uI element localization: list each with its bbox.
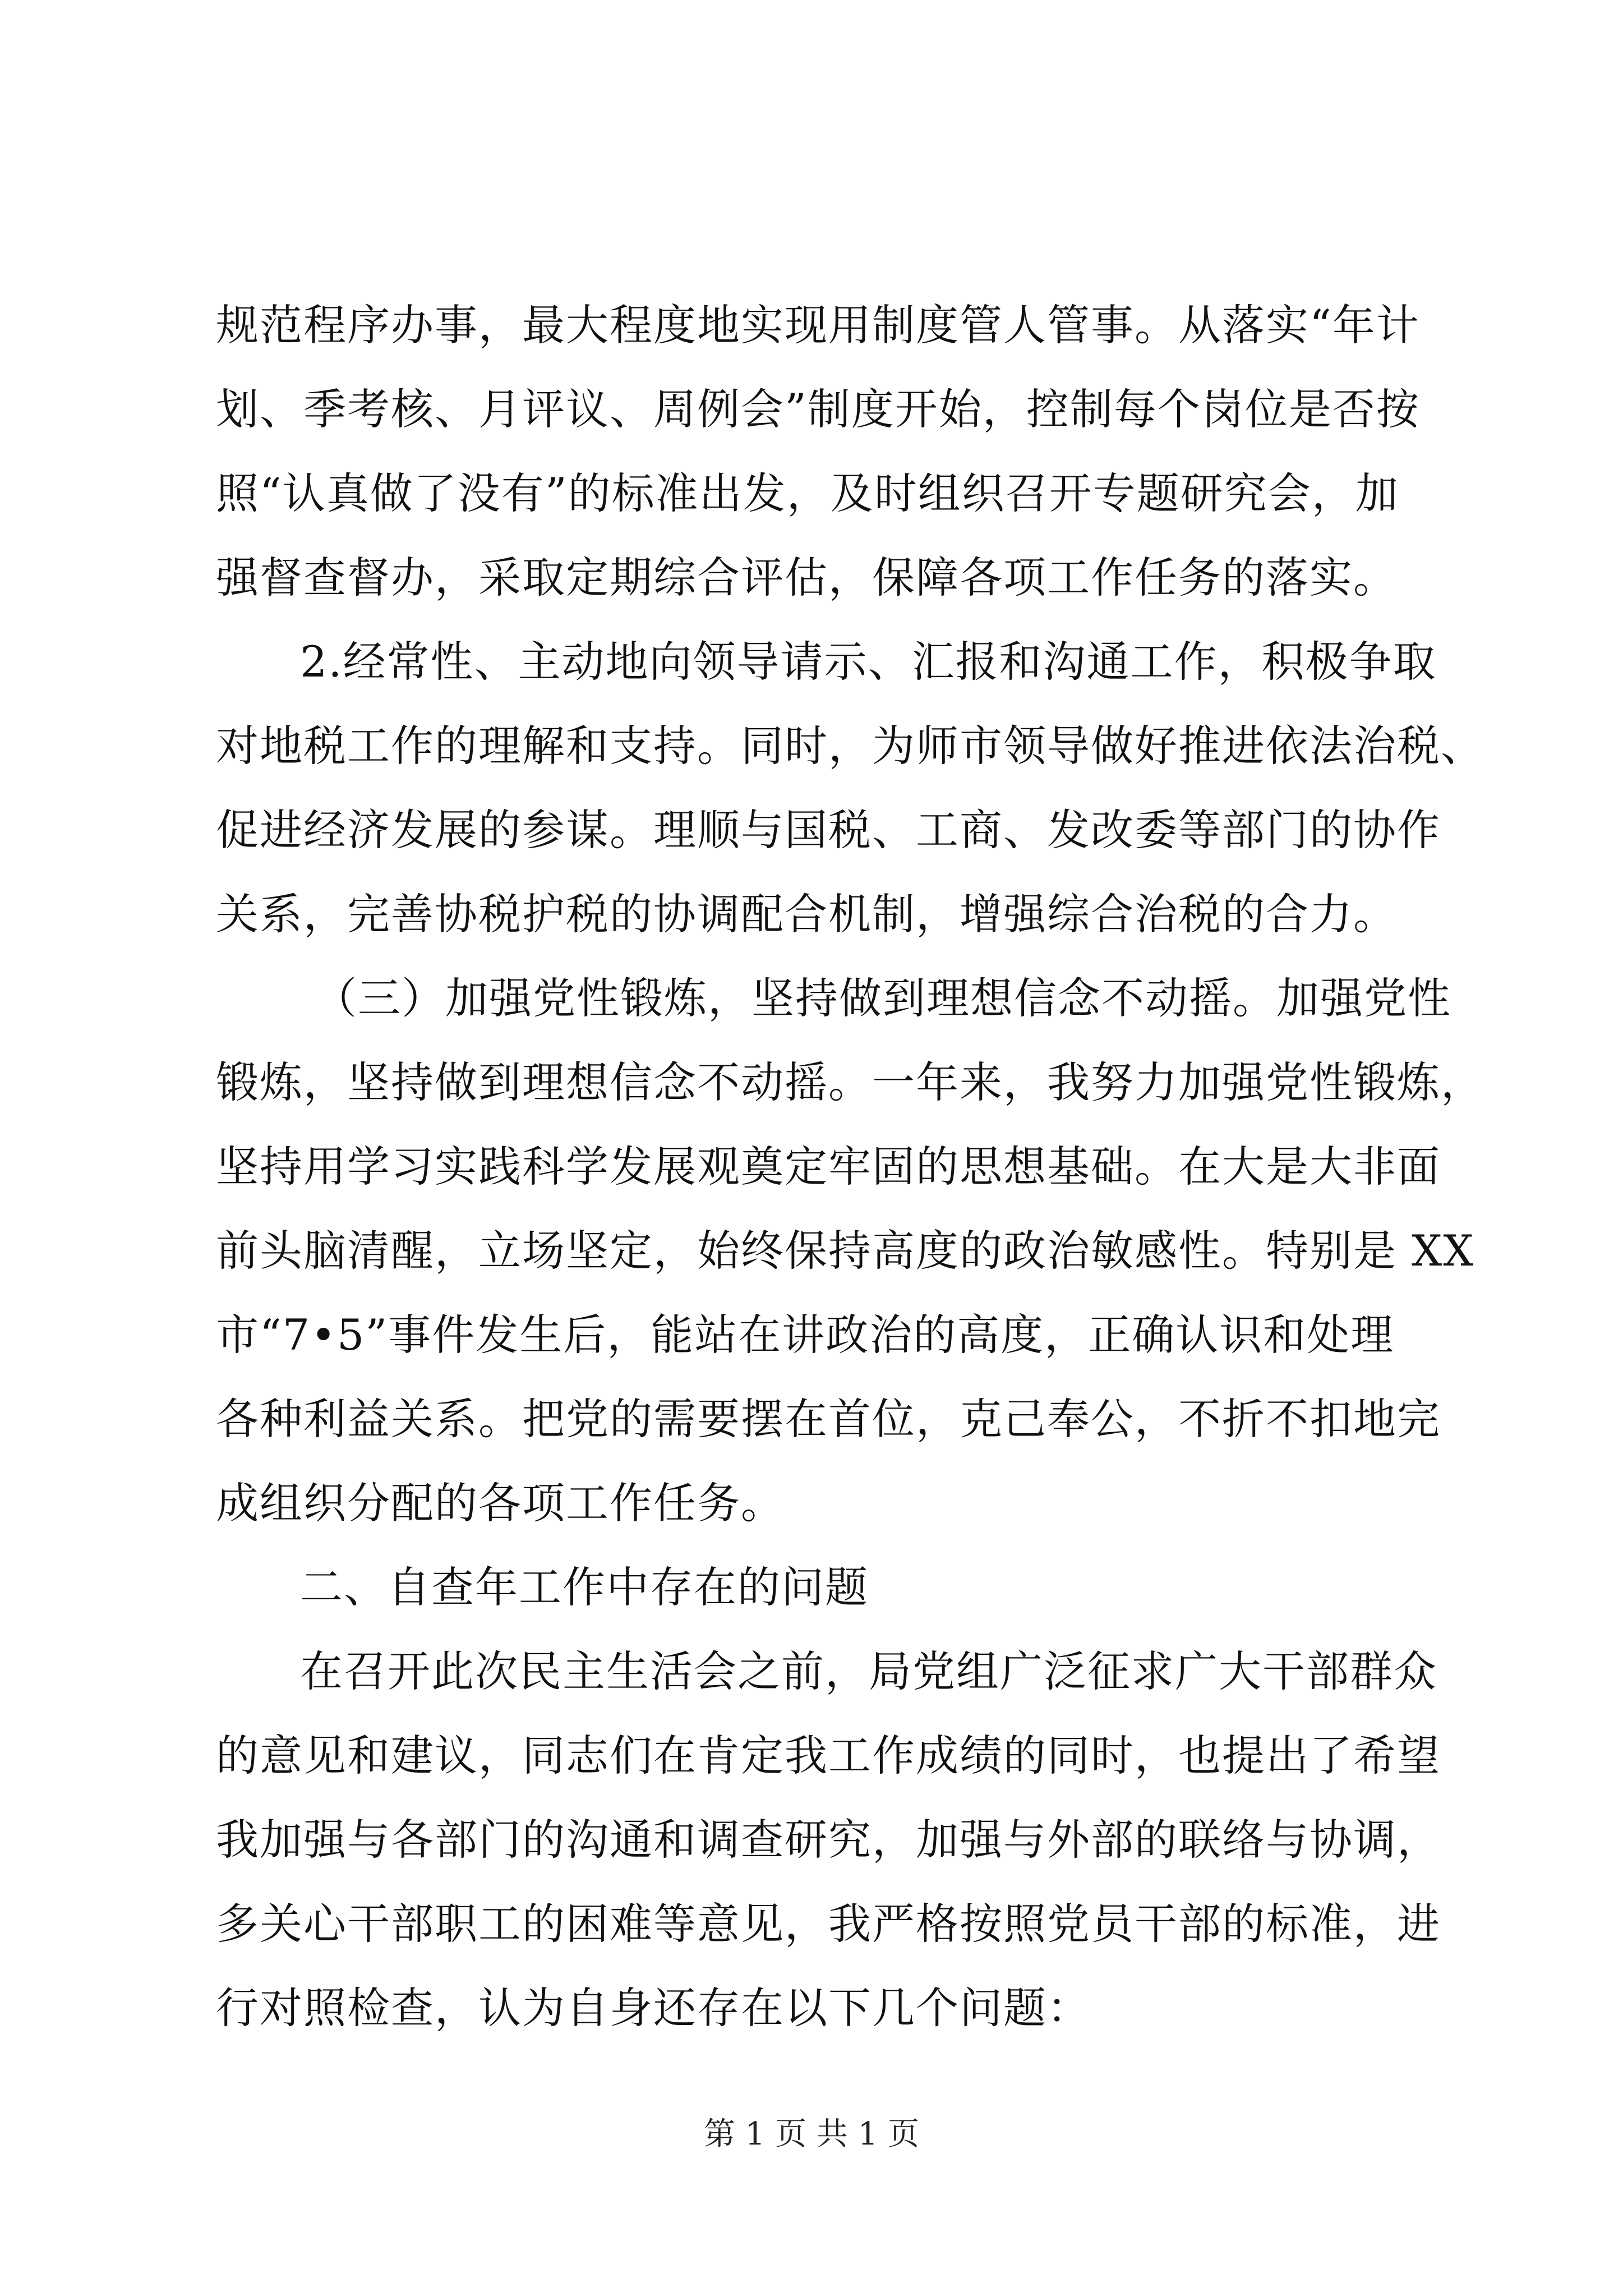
text-line: 规范程序办事，最大程度地实现用制度管人管事。从落实“年计 bbox=[216, 300, 1420, 350]
text-line: 我加强与各部门的沟通和调查研究，加强与外部的联络与协调， bbox=[216, 1815, 1441, 1865]
text-line: 关系，完善协税护税的协调配合机制，增强综合治税的合力。 bbox=[216, 889, 1397, 939]
text-line: 各种利益关系。把党的需要摆在首位，克己奉公，不折不扣地完 bbox=[216, 1394, 1441, 1444]
page-number-footer: 第 1 页 共 1 页 bbox=[703, 2116, 920, 2152]
text-line: 2.经常性、主动地向领导请示、汇报和沟通工作，积极争取 bbox=[300, 637, 1437, 687]
text-line: 强督查督办，采取定期综合评估，保障各项工作任务的落实。 bbox=[216, 553, 1397, 602]
text-line: 市“7•5”事件发生后，能站在讲政治的高度，正确认识和处理 bbox=[216, 1310, 1395, 1360]
section-heading: 二、自查年工作中存在的问题 bbox=[300, 1562, 869, 1612]
text-line: 对地税工作的理解和支持。同时，为师市领导做好推进依法治税、 bbox=[216, 721, 1484, 771]
text-line: 行对照检查，认为自身还存在以下几个问题： bbox=[216, 1983, 1091, 2033]
text-line: 前头脑清醒，立场坚定，始终保持高度的政治敏感性。特别是 XX bbox=[216, 1226, 1475, 1276]
text-line: 划、季考核、月评议、周例会”制度开始，控制每个岗位是否按 bbox=[216, 384, 1420, 434]
text-line: 照“认真做了没有”的标准出发，及时组织召开专题研究会，加 bbox=[216, 468, 1399, 518]
text-line: 在召开此次民主生活会之前，局党组广泛征求广大干部群众 bbox=[300, 1646, 1437, 1696]
section-heading: （三）加强党性锻炼，坚持做到理想信念不动摇。加强党性 bbox=[314, 973, 1451, 1023]
text-line: 多关心干部职工的困难等意见，我严格按照党员干部的标准，进 bbox=[216, 1899, 1441, 1949]
text-line: 成组织分配的各项工作任务。 bbox=[216, 1478, 785, 1528]
text-line: 的意见和建议，同志们在肯定我工作成绩的同时，也提出了希望 bbox=[216, 1731, 1441, 1780]
text-line: 促进经济发展的参谋。理顺与国税、工商、发改委等部门的协作 bbox=[216, 805, 1441, 855]
text-line: 坚持用学习实践科学发展观奠定牢固的思想基础。在大是大非面 bbox=[216, 1142, 1441, 1191]
text-line: 锻炼，坚持做到理想信念不动摇。一年来，我努力加强党性锻炼， bbox=[216, 1057, 1484, 1107]
